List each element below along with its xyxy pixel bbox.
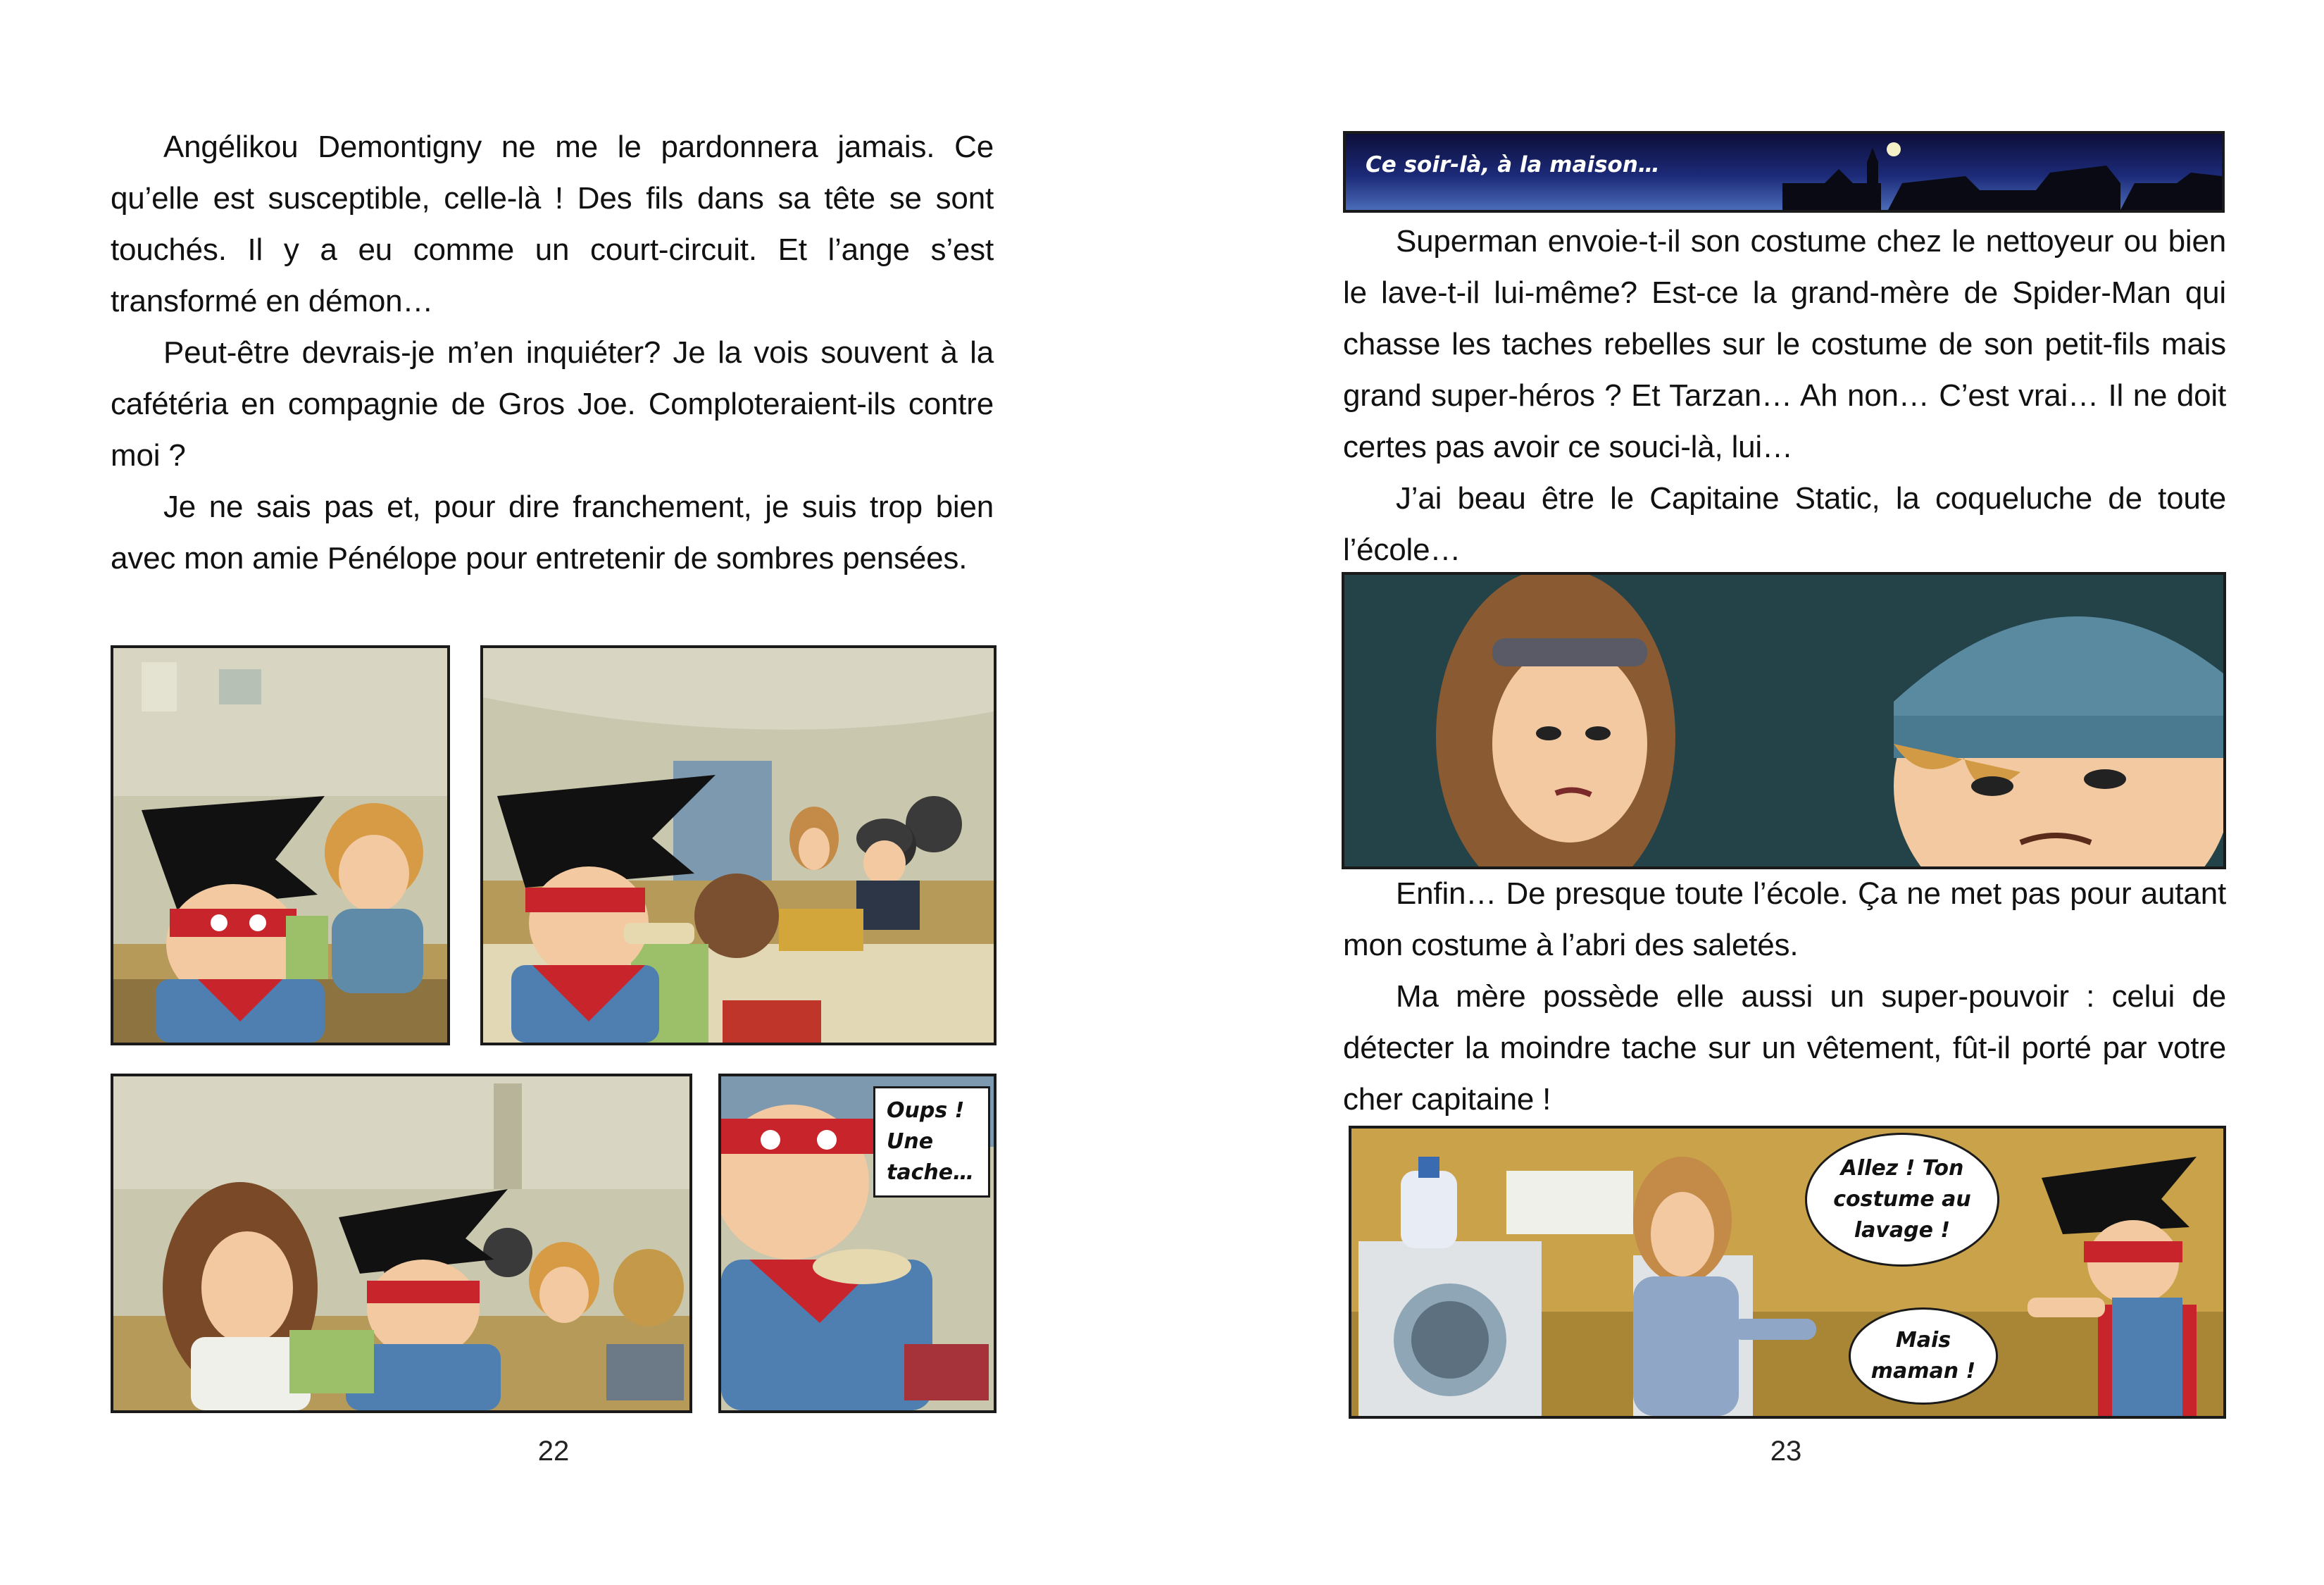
comic-panel-4 (718, 1074, 997, 1413)
panel-1-illustration (113, 648, 447, 1043)
bubble-line: tache… (887, 1160, 975, 1185)
comic-panel-night-faces (1342, 572, 2226, 869)
paragraph: Angélikou Demontigny ne me le pardonnera jamais. Ce qu’elle est susceptible, celle-là ! Des fils dans sa tête se sont touchés. Il y a eu comme un court-circuit. Et l’ange s’est transformé en démon… (111, 130, 994, 318)
bubble-line: costume au (1833, 1187, 1971, 1212)
bubble-line: Mais (1895, 1328, 1951, 1353)
bubble-line: Une (887, 1129, 934, 1154)
panel-3-illustration (113, 1076, 689, 1410)
paragraph: Peut-être devrais-je m’en inquiéter? Je la vois souvent à la cafétéria en compagnie de Gros Joe. Comploteraient-ils contre moi ? (111, 335, 994, 473)
laundry-illustration (1351, 1129, 2223, 1416)
right-text-block-top (1343, 216, 2226, 576)
comic-panel-3 (111, 1074, 692, 1413)
paragraph: Je ne sais pas et, pour dire franchement, je suis trop bien avec mon amie Pénélope pour entretenir de sombres pensées. (111, 490, 994, 576)
bubble-line: Allez ! Ton (1840, 1156, 1964, 1181)
paragraph: Superman envoie-t-il son costume chez le nettoyeur ou bien le lave-t-il lui-même? Est-ce la grand-mère de Spider-Man qui chasse les taches rebelles sur le costume de son petit-fils mais grand super-héros ? Et Tarzan… Ah non… C’est vrai… Il ne doit certes pas avoir ce souci-là, lui… (1343, 224, 2226, 464)
paragraph: Ma mère possède elle aussi un super-pouvoir : celui de détecter la moindre tache sur un vêtement, fût-il porté par votre cher capitaine ! (1343, 979, 2226, 1117)
right-text-block-bottom (1343, 868, 2226, 1125)
paragraph: J’ai beau être le Capitaine Static, la coqueluche de toute l’école… (1343, 481, 2226, 567)
bubble-line: Oups ! (887, 1098, 965, 1123)
caption-box (1343, 131, 2225, 213)
right-page (1162, 0, 2324, 1585)
caption-text: Ce soir-là, à la maison… (1366, 152, 1660, 178)
page-number: 22 (537, 1436, 570, 1467)
comic-panel-1 (111, 645, 450, 1045)
bubble-line: lavage ! (1854, 1218, 1951, 1243)
panel-2-illustration (483, 648, 994, 1043)
speech-bubble-son (1849, 1307, 1998, 1405)
left-text-block (111, 121, 994, 584)
comic-panel-2 (480, 645, 997, 1045)
speech-bubble-mother (1805, 1133, 1999, 1267)
paragraph: Enfin… De presque toute l’école. Ça ne met pas pour autant mon costume à l’abri des saletés. (1343, 876, 2226, 962)
page-number: 23 (1770, 1436, 1802, 1467)
bubble-line: maman ! (1870, 1359, 1976, 1384)
night-faces-illustration (1344, 575, 2223, 866)
comic-panel-laundry (1349, 1126, 2226, 1419)
speech-bubble-oups (873, 1086, 990, 1198)
